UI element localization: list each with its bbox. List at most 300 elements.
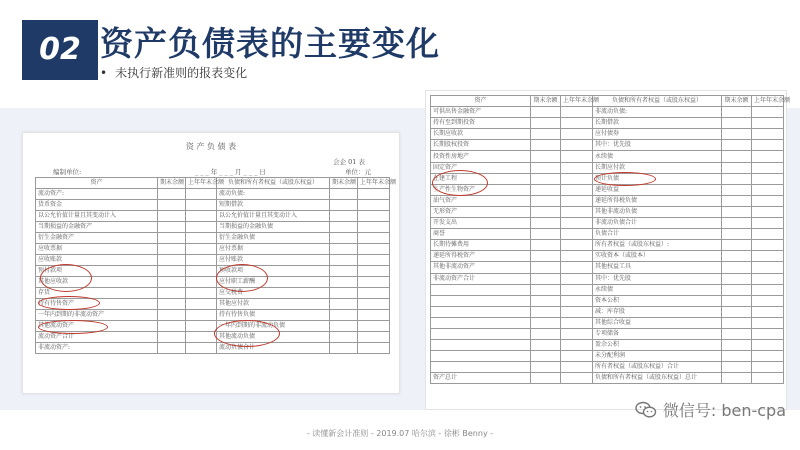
left-table-body — [36, 189, 390, 354]
liability-cell: 当期损益的金融负债 — [217, 222, 330, 233]
amount-cell — [722, 140, 752, 151]
liability-cell: 流动负债合计 — [217, 343, 330, 354]
table-row — [431, 284, 784, 295]
liability-cell: 以公允价值计量且其变动计入 — [217, 211, 330, 222]
amount-cell — [561, 262, 593, 273]
table-row — [431, 118, 784, 129]
amount-cell — [752, 273, 784, 284]
liability-cell: 专项储备 — [593, 328, 722, 339]
liability-cell: 递延收益 — [593, 184, 722, 195]
amount-cell — [722, 351, 752, 362]
liability-cell: 负债合计 — [593, 229, 722, 240]
amount-cell — [722, 184, 752, 195]
left-header-row — [36, 178, 390, 189]
table-row — [36, 288, 390, 299]
amount-cell — [531, 173, 561, 184]
amount-cell — [561, 107, 593, 118]
liability-cell: 其他权益工具 — [593, 262, 722, 273]
asset-cell: 商誉 — [431, 229, 531, 240]
amount-cell — [358, 343, 390, 354]
amount-cell — [358, 299, 390, 310]
table-row — [36, 222, 390, 233]
bullet-dot: • — [100, 66, 108, 80]
amount-cell — [722, 340, 752, 351]
amount-cell — [531, 306, 561, 317]
table-row — [431, 340, 784, 351]
amount-cell — [752, 206, 784, 217]
liability-cell: 其中：优先股 — [593, 140, 722, 151]
amount-cell — [531, 162, 561, 173]
left-header-cell: 期末余额 — [158, 178, 186, 189]
amount-cell — [358, 189, 390, 200]
section-number: 02 — [39, 32, 81, 67]
right-header-cell: 期末余额 — [531, 96, 561, 107]
amount-cell — [561, 129, 593, 140]
sheet-title: 资 产 负 债 表 — [185, 142, 237, 151]
asset-cell: 生产性生物资产 — [431, 184, 531, 195]
balance-sheet-left — [22, 132, 400, 394]
table-row — [431, 162, 784, 173]
liability-cell: 未分配利润 — [593, 351, 722, 362]
amount-cell — [722, 295, 752, 306]
amount-cell — [531, 195, 561, 206]
watermark-text: 微信号: ben-cpa — [662, 401, 786, 420]
amount-cell — [358, 321, 390, 332]
asset-cell — [431, 295, 531, 306]
asset-cell: 非流动资产合计 — [431, 273, 531, 284]
liability-cell: 衍生金融负债 — [217, 233, 330, 244]
amount-cell — [561, 240, 593, 251]
liability-cell: 负债和所有者权益（或股东权益）总计 — [593, 373, 722, 384]
table-row — [431, 107, 784, 118]
amount-cell — [330, 222, 358, 233]
amount-cell — [561, 317, 593, 328]
asset-cell — [431, 340, 531, 351]
amount-cell — [186, 211, 217, 222]
amount-cell — [186, 255, 217, 266]
asset-cell: 以公允价值计量且其变动计入 — [36, 211, 158, 222]
asset-cell: 长期待摊费用 — [431, 240, 531, 251]
amount-cell — [158, 244, 186, 255]
table-row — [431, 151, 784, 162]
amount-cell — [752, 151, 784, 162]
right-header-cell: 期末余额 — [722, 96, 752, 107]
amount-cell — [722, 273, 752, 284]
amount-cell — [158, 189, 186, 200]
right-header-cell: 上年年末余额 — [561, 96, 593, 107]
amount-cell — [158, 299, 186, 310]
table-row — [431, 195, 784, 206]
asset-cell — [431, 317, 531, 328]
asset-cell: 资产总计 — [431, 373, 531, 384]
amount-cell — [358, 310, 390, 321]
sheet-code: 会企 01 表 — [333, 158, 365, 166]
amount-cell — [752, 306, 784, 317]
liability-cell: 短期借款 — [217, 200, 330, 211]
amount-cell — [531, 229, 561, 240]
asset-cell — [431, 328, 531, 339]
liability-cell: 其中：优先股 — [593, 273, 722, 284]
right-header-cell: 负债和所有者权益（或股东权益） — [593, 96, 722, 107]
liability-cell: 其他流动负债 — [217, 332, 330, 343]
liability-cell: 永续债 — [593, 284, 722, 295]
amount-cell — [561, 295, 593, 306]
amount-cell — [531, 184, 561, 195]
amount-cell — [531, 206, 561, 217]
amount-cell — [330, 233, 358, 244]
amount-cell — [561, 340, 593, 351]
amount-cell — [561, 351, 593, 362]
table-row — [431, 317, 784, 328]
amount-cell — [752, 173, 784, 184]
left-table-header — [36, 178, 397, 189]
amount-cell — [186, 277, 217, 288]
asset-cell: 预付款项 — [36, 266, 158, 277]
amount-cell — [752, 195, 784, 206]
amount-cell — [561, 184, 593, 195]
asset-cell: 在建工程 — [431, 173, 531, 184]
sheet-money-unit: 单位：元 — [345, 168, 371, 176]
asset-cell: 衍生金融资产 — [36, 233, 158, 244]
amount-cell — [186, 222, 217, 233]
amount-cell — [561, 206, 593, 217]
amount-cell — [722, 362, 752, 373]
amount-cell — [531, 373, 561, 384]
amount-cell — [330, 332, 358, 343]
amount-cell — [330, 255, 358, 266]
asset-cell: 无形资产 — [431, 206, 531, 217]
table-row — [431, 262, 784, 273]
right-header-cell: 资产 — [431, 96, 531, 107]
amount-cell — [158, 343, 186, 354]
amount-cell — [330, 211, 358, 222]
slide-subtitle — [100, 64, 247, 81]
amount-cell — [186, 310, 217, 321]
left-header-cell: 资产 — [36, 178, 158, 189]
amount-cell — [358, 255, 390, 266]
liability-cell: 应交税费 — [217, 288, 330, 299]
slide-footer: - 读懂新会计准则 - 2019.07 哈尔滨 - 徐彬 Benny - — [306, 429, 494, 438]
wechat-icon — [635, 401, 657, 419]
amount-cell — [186, 321, 217, 332]
liability-cell: 实收资本（或股本） — [593, 251, 722, 262]
table-row — [431, 295, 784, 306]
amount-cell — [722, 129, 752, 140]
liability-cell: 递延所得税负债 — [593, 195, 722, 206]
asset-cell: 持有待售资产 — [36, 299, 158, 310]
amount-cell — [531, 273, 561, 284]
amount-cell — [752, 184, 784, 195]
asset-cell: 投资性房地产 — [431, 151, 531, 162]
table-row — [431, 373, 784, 384]
amount-cell — [722, 251, 752, 262]
right-table-body — [431, 107, 784, 384]
amount-cell — [561, 373, 593, 384]
asset-cell — [431, 351, 531, 362]
amount-cell — [722, 229, 752, 240]
amount-cell — [158, 255, 186, 266]
amount-cell — [158, 266, 186, 277]
amount-cell — [722, 240, 752, 251]
table-row — [431, 218, 784, 229]
amount-cell — [158, 277, 186, 288]
amount-cell — [330, 310, 358, 321]
asset-cell: 当期损益的金融资产 — [36, 222, 158, 233]
amount-cell — [531, 129, 561, 140]
amount-cell — [330, 266, 358, 277]
amount-cell — [531, 118, 561, 129]
left-header-cell: 上年年末余额 — [358, 178, 390, 189]
amount-cell — [358, 288, 390, 299]
amount-cell — [186, 343, 217, 354]
amount-cell — [330, 343, 358, 354]
asset-cell: 开发支出 — [431, 218, 531, 229]
table-row — [431, 240, 784, 251]
amount-cell — [752, 218, 784, 229]
amount-cell — [330, 189, 358, 200]
amount-cell — [722, 151, 752, 162]
amount-cell — [752, 351, 784, 362]
asset-cell: 油气资产 — [431, 195, 531, 206]
amount-cell — [531, 107, 561, 118]
amount-cell — [158, 211, 186, 222]
amount-cell — [358, 222, 390, 233]
table-row — [36, 233, 390, 244]
liability-cell: 所有者权益（或股东权益）: — [593, 240, 722, 251]
asset-cell: 存货 — [36, 288, 158, 299]
asset-cell: 货币资金 — [36, 200, 158, 211]
table-row — [36, 255, 390, 266]
amount-cell — [330, 277, 358, 288]
amount-cell — [531, 240, 561, 251]
amount-cell — [722, 306, 752, 317]
amount-cell — [158, 321, 186, 332]
liability-cell: 非流动负债合计 — [593, 218, 722, 229]
amount-cell — [752, 107, 784, 118]
amount-cell — [531, 151, 561, 162]
amount-cell — [531, 284, 561, 295]
asset-cell — [431, 306, 531, 317]
liability-cell: 预收款项 — [217, 266, 330, 277]
asset-cell: 应收票据 — [36, 244, 158, 255]
table-row — [431, 328, 784, 339]
amount-cell — [158, 288, 186, 299]
amount-cell — [752, 251, 784, 262]
amount-cell — [358, 266, 390, 277]
table-row — [431, 184, 784, 195]
amount-cell — [722, 373, 752, 384]
amount-cell — [186, 299, 217, 310]
amount-cell — [561, 273, 593, 284]
left-balance-table — [35, 177, 397, 354]
amount-cell — [561, 284, 593, 295]
amount-cell — [561, 151, 593, 162]
amount-cell — [358, 277, 390, 288]
amount-cell — [531, 317, 561, 328]
amount-cell — [158, 222, 186, 233]
amount-cell — [752, 129, 784, 140]
amount-cell — [561, 306, 593, 317]
asset-cell: 递延所得税资产 — [431, 251, 531, 262]
amount-cell — [752, 373, 784, 384]
amount-cell — [752, 328, 784, 339]
amount-cell — [752, 118, 784, 129]
amount-cell — [531, 340, 561, 351]
amount-cell — [752, 284, 784, 295]
asset-cell: 一年内到期的非流动资产 — [36, 310, 158, 321]
table-row — [36, 266, 390, 277]
amount-cell — [561, 162, 593, 173]
right-header-row — [431, 96, 784, 107]
liability-cell: 应付账款 — [217, 255, 330, 266]
liability-cell: 其他非流动负债 — [593, 206, 722, 217]
table-row — [36, 343, 390, 354]
asset-cell: 流动资产合计 — [36, 332, 158, 343]
amount-cell — [722, 328, 752, 339]
liability-cell: 应付债券 — [593, 129, 722, 140]
amount-cell — [561, 251, 593, 262]
amount-cell — [722, 118, 752, 129]
amount-cell — [722, 317, 752, 328]
liability-cell: 预计负债 — [593, 173, 722, 184]
liability-cell: 永续债 — [593, 151, 722, 162]
amount-cell — [561, 218, 593, 229]
amount-cell — [752, 240, 784, 251]
table-row — [431, 362, 784, 373]
amount-cell — [158, 200, 186, 211]
asset-cell: 应收账款 — [36, 255, 158, 266]
amount-cell — [330, 321, 358, 332]
liability-cell: 非流动负债: — [593, 107, 722, 118]
amount-cell — [561, 140, 593, 151]
sheet-date: ___年___月___日 — [195, 168, 268, 176]
asset-cell: 长期应收款 — [431, 129, 531, 140]
right-balance-table — [430, 95, 791, 384]
asset-cell: 长期股权投资 — [431, 140, 531, 151]
table-row — [36, 244, 390, 255]
amount-cell — [722, 284, 752, 295]
section-number-badge — [22, 20, 98, 80]
amount-cell — [722, 206, 752, 217]
amount-cell — [531, 251, 561, 262]
amount-cell — [722, 173, 752, 184]
amount-cell — [561, 195, 593, 206]
amount-cell — [531, 140, 561, 151]
amount-cell — [330, 200, 358, 211]
table-row — [431, 251, 784, 262]
table-row — [431, 129, 784, 140]
wechat-watermark — [635, 398, 786, 421]
table-row — [36, 332, 390, 343]
table-row — [36, 211, 390, 222]
amount-cell — [330, 244, 358, 255]
amount-cell — [186, 189, 217, 200]
amount-cell — [561, 118, 593, 129]
amount-cell — [186, 244, 217, 255]
left-header-cell: 期末余额 — [330, 178, 358, 189]
table-row — [36, 321, 390, 332]
asset-cell: 流动资产: — [36, 189, 158, 200]
table-row — [431, 351, 784, 362]
amount-cell — [752, 340, 784, 351]
liability-cell: 其他应付款 — [217, 299, 330, 310]
amount-cell — [561, 173, 593, 184]
amount-cell — [186, 288, 217, 299]
asset-cell: 其他非流动资产 — [431, 262, 531, 273]
liability-cell: 其他综合收益 — [593, 317, 722, 328]
amount-cell — [752, 295, 784, 306]
amount-cell — [561, 229, 593, 240]
amount-cell — [531, 295, 561, 306]
asset-cell: 持有至到期投资 — [431, 118, 531, 129]
left-header-cell: 上年年末余额 — [186, 178, 217, 189]
slide-title: 资产负债表的主要变化 — [100, 24, 440, 63]
asset-cell: 固定资产 — [431, 162, 531, 173]
table-row — [36, 299, 390, 310]
right-table-header — [431, 96, 791, 107]
amount-cell — [752, 162, 784, 173]
liability-cell: 盈余公积 — [593, 340, 722, 351]
asset-cell: 非流动资产: — [36, 343, 158, 354]
amount-cell — [358, 244, 390, 255]
amount-cell — [186, 332, 217, 343]
liability-cell: 应付职工薪酬 — [217, 277, 330, 288]
asset-cell — [431, 362, 531, 373]
table-row — [36, 277, 390, 288]
amount-cell — [561, 328, 593, 339]
amount-cell — [158, 310, 186, 321]
liability-cell: 一年内到期的非流动负债 — [217, 321, 330, 332]
amount-cell — [158, 332, 186, 343]
liability-cell: 应付票据 — [217, 244, 330, 255]
amount-cell — [358, 200, 390, 211]
amount-cell — [531, 362, 561, 373]
liability-cell: 资本公积 — [593, 295, 722, 306]
asset-cell — [431, 284, 531, 295]
left-header-cell: 负债和所有者权益（或股东权益） — [217, 178, 330, 189]
table-row — [431, 206, 784, 217]
amount-cell — [186, 233, 217, 244]
amount-cell — [330, 288, 358, 299]
table-row — [431, 306, 784, 317]
amount-cell — [186, 200, 217, 211]
amount-cell — [186, 266, 217, 277]
amount-cell — [561, 362, 593, 373]
liability-cell: 长期借款 — [593, 118, 722, 129]
amount-cell — [752, 362, 784, 373]
liability-cell: 减：库存股 — [593, 306, 722, 317]
amount-cell — [722, 262, 752, 273]
amount-cell — [722, 162, 752, 173]
table-row — [36, 189, 390, 200]
amount-cell — [330, 299, 358, 310]
amount-cell — [722, 195, 752, 206]
table-row — [431, 173, 784, 184]
liability-cell: 持有待售负债 — [217, 310, 330, 321]
asset-cell: 可供出售金融资产 — [431, 107, 531, 118]
amount-cell — [752, 262, 784, 273]
amount-cell — [752, 140, 784, 151]
asset-cell: 其他应收款 — [36, 277, 158, 288]
amount-cell — [752, 317, 784, 328]
liability-cell: 流动负债: — [217, 189, 330, 200]
amount-cell — [531, 351, 561, 362]
right-header-cell: 上年年末余额 — [752, 96, 784, 107]
liability-cell: 长期应付款 — [593, 162, 722, 173]
amount-cell — [358, 233, 390, 244]
amount-cell — [752, 229, 784, 240]
asset-cell: 其他流动资产 — [36, 321, 158, 332]
